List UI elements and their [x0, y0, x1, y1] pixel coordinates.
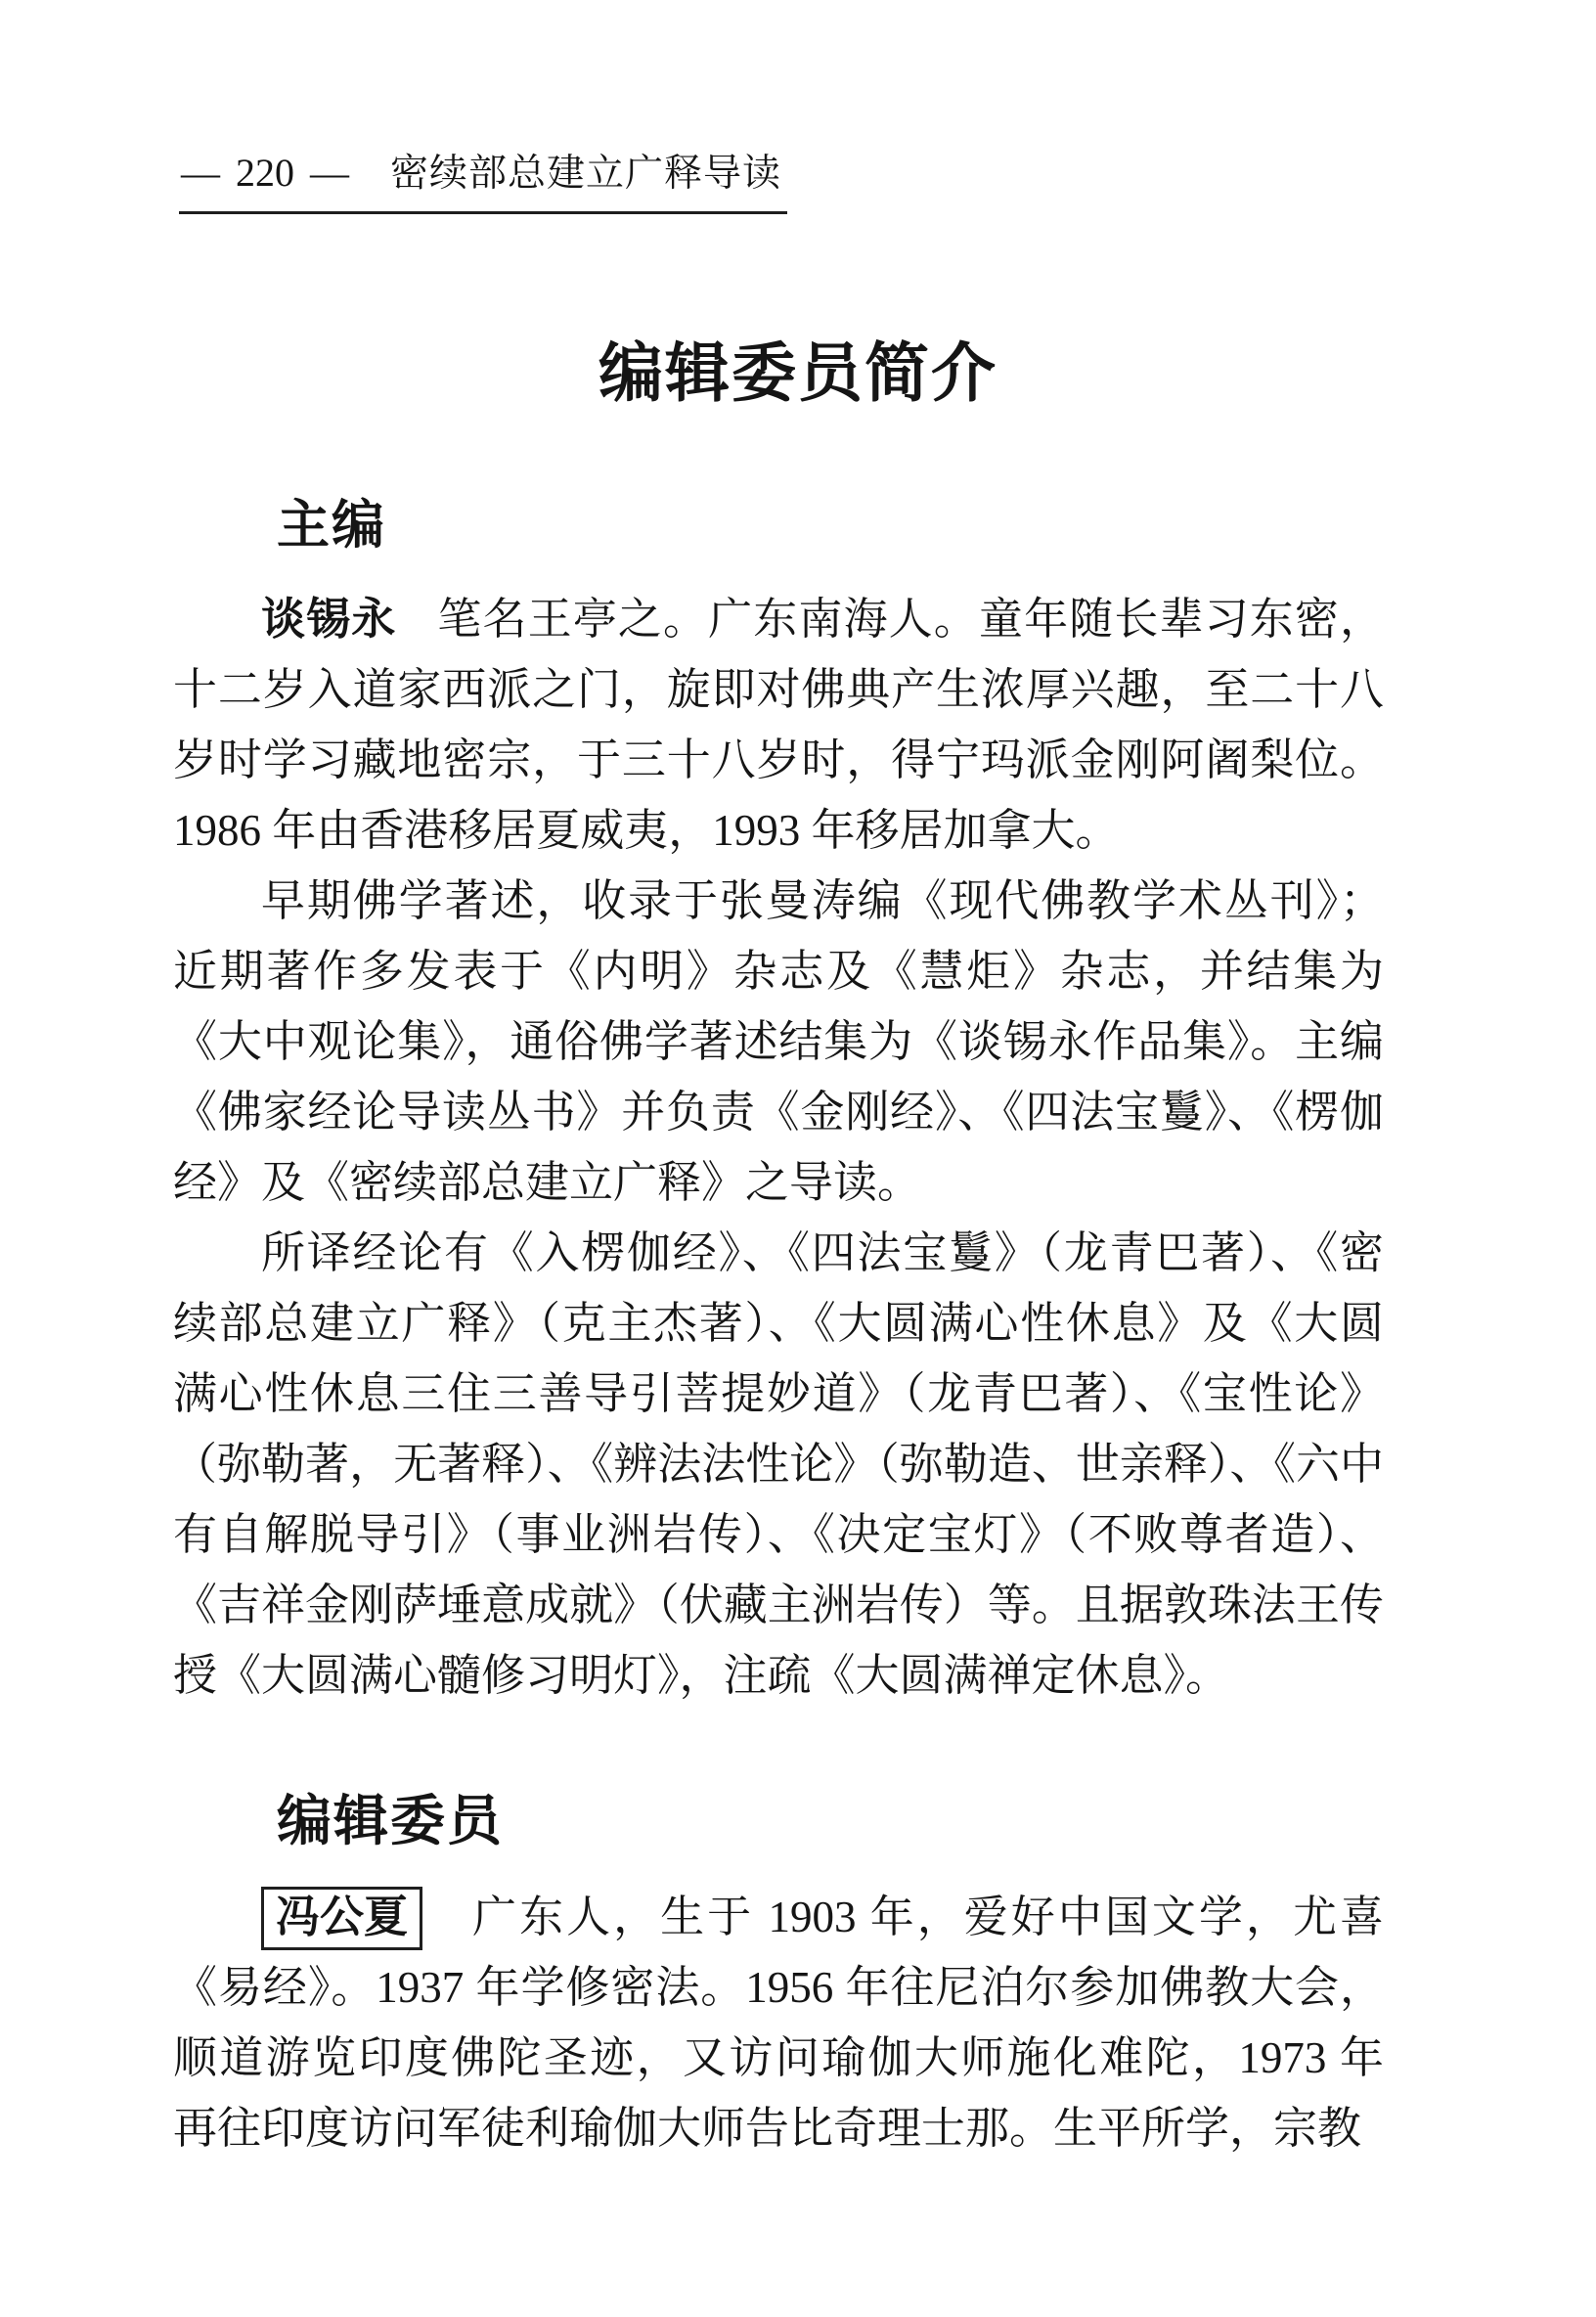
page-header [179, 143, 787, 214]
member-name-boxed: 冯公夏 [261, 1887, 422, 1950]
page-number: 220 [236, 151, 294, 195]
text-line: 顺道游览印度佛陀圣迹，又访问瑜伽大师施化难陀，1973 年 [173, 2033, 1384, 2082]
chief-editor-bio [173, 584, 1384, 1711]
header-dash-left: — [181, 151, 220, 195]
text-line: 续部总建立广释》（克主杰著）、《大圆满心性休息》及《大圆 [173, 1299, 1384, 1348]
text-line: 《大中观论集》，通俗佛学著述结集为《谈锡永作品集》。主编 [173, 1017, 1384, 1066]
line-text: 笔名王亭之。广东南海人。童年随长辈习东密， [437, 595, 1384, 644]
text-line: 满心性休息三住三善导引菩提妙道》（龙青巴著）、《宝性论》 [173, 1369, 1384, 1418]
line-text: 广东人，生于 1903 年，爱好中国文学，尤喜 [469, 1893, 1384, 1941]
text-line [173, 584, 1384, 654]
text-line: 1986 年由香港移居夏威夷，1993 年移居加拿大。 [173, 806, 1120, 855]
text-line [173, 1882, 1384, 1952]
section-heading-chief-editor: 主编 [277, 496, 386, 555]
text-line: 近期著作多发表于《内明》杂志及《慧炬》杂志，并结集为 [173, 947, 1384, 996]
text-line: 十二岁入道家西派之门，旋即对佛典产生浓厚兴趣，至二十八 [173, 665, 1384, 714]
page-title: 编辑委员简介 [598, 336, 998, 409]
text-line: 岁时学习藏地密宗，于三十八岁时，得宁玛派金刚阿阇梨位。 [173, 735, 1384, 784]
text-line: 《吉祥金刚萨埵意成就》（伏藏主洲岩传）等。且据敦珠法王传 [173, 1581, 1384, 1629]
text-line: 经》及《密续部总建立广释》之导读。 [173, 1158, 922, 1207]
text-line: 《易经》。1937 年学修密法。1956 年往尼泊尔参加佛教大会， [173, 1963, 1384, 2012]
text-line: 有自解脱导引》（事业洲岩传）、《决定宝灯》（不败尊者造）、 [173, 1510, 1384, 1559]
text-line: 授《大圆满心髓修习明灯》，注疏《大圆满禅定休息》。 [173, 1651, 1230, 1700]
text-line: （弥勒著，无著释）、《辨法法性论》（弥勒造、世亲释）、《六中 [173, 1440, 1384, 1489]
text-line: 再往印度访问军徒利瑜伽大师告比奇理士那。生平所学，宗教 [173, 2104, 1362, 2153]
header-dash-right: — [310, 151, 349, 195]
text-line: 早期佛学著述，收录于张曼涛编《现代佛教学术丛刊》； [261, 876, 1384, 925]
section-heading-editorial-committee: 编辑委员 [277, 1792, 504, 1852]
text-line: 所译经论有《入楞伽经》、《四法宝鬘》（龙青巴著）、《密 [261, 1228, 1384, 1277]
committee-member-bio [173, 1882, 1384, 2163]
text-line: 《佛家经论导读丛书》并负责《金刚经》、《四法宝鬘》、《楞伽 [173, 1088, 1384, 1136]
editor-name: 谈锡永 [261, 594, 397, 644]
running-book-title: 密续部总建立广释导读 [390, 153, 782, 195]
